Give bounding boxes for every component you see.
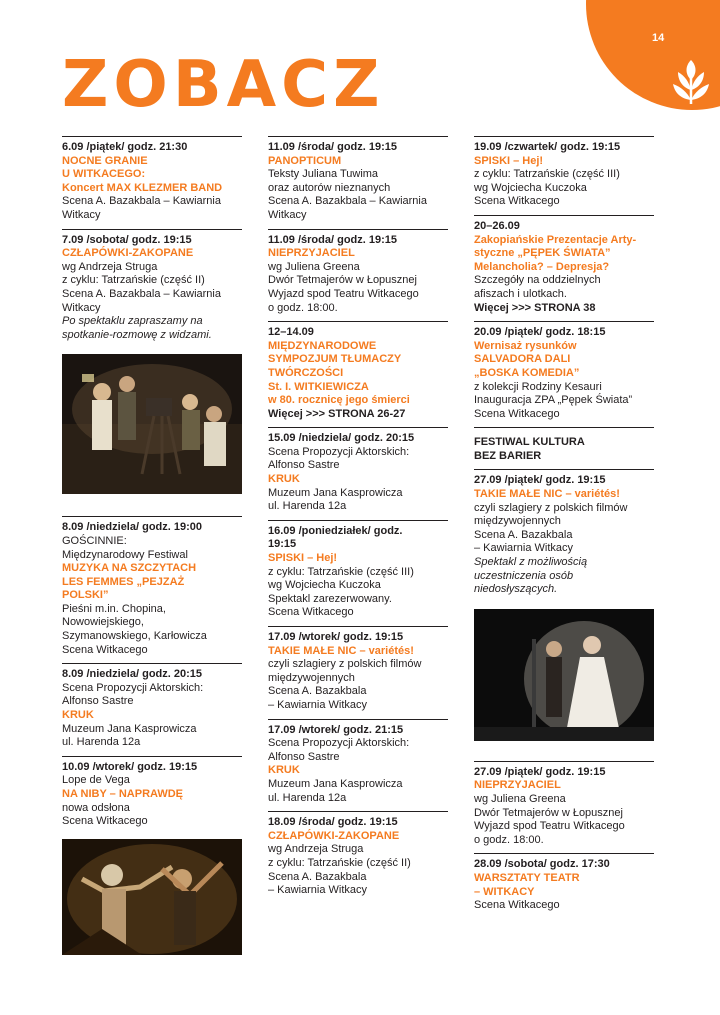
- event-detail: Alfonso Sastre: [268, 750, 340, 763]
- event-detail: Scena Witkacego: [474, 899, 560, 912]
- event-title: LES FEMMES „PEJZAŻ: [62, 575, 185, 588]
- event-detail: – Kawiarnia Witkacy: [268, 884, 368, 897]
- event-detail: Scena A. Bazakbala – Kawiarnia: [268, 195, 427, 208]
- event-title: NA NIBY – NAPRAWDĘ: [62, 788, 184, 800]
- event-date: 12–14.09: [268, 326, 314, 339]
- event-entry: [268, 427, 448, 520]
- event-note: Spektakl z możliwością: [474, 556, 588, 569]
- event-date-continued: 19:15: [268, 538, 297, 551]
- event-date: 18.09 /środa/ godz. 19:15: [268, 816, 398, 829]
- event-date: 8.09 /niedziela/ godz. 20:15: [62, 668, 202, 681]
- page-title: ZOBACZ: [62, 48, 385, 122]
- event-detail: Szczegóły na oddzielnych: [474, 274, 601, 287]
- event-detail: Scena Witkacego: [268, 606, 354, 619]
- event-title: CZŁAPÓWKI-ZAKOPANE: [62, 247, 194, 260]
- event-detail: z cyklu: Tatrzańskie (część II): [62, 274, 205, 287]
- event-title: WARSZTATY TEATR: [474, 871, 580, 884]
- event-date: 17.09 /wtorek/ godz. 21:15: [268, 723, 404, 736]
- event-title: TAKIE MAŁE NIC – variétés!: [268, 644, 414, 657]
- event-title: SALVADORA DALI: [474, 353, 571, 366]
- event-detail: wg Wojciecha Kuczoka: [474, 181, 587, 194]
- event-title: MIĘDZYNARODOWE: [268, 339, 377, 352]
- stage-photo-singers: [474, 609, 654, 741]
- event-detail: czyli szlagiery z polskich filmów: [474, 501, 628, 514]
- event-detail: Scena A. Bazakbala – Kawiarnia: [62, 195, 221, 208]
- event-title: CZŁAPÓWKI-ZAKOPANE: [268, 829, 400, 842]
- event-detail: Międzynarodowy Festiwal: [62, 548, 188, 561]
- event-title: TWÓRCZOŚCI: [268, 366, 344, 379]
- event-entry: [62, 229, 242, 349]
- event-detail: Scena Witkacego: [62, 643, 148, 656]
- event-detail: Muzeum Jana Kasprowicza: [268, 486, 403, 499]
- event-detail: z cyklu: Tatrzańskie (część III): [268, 565, 414, 578]
- event-detail: międzywojennych: [268, 671, 355, 684]
- event-detail: Scena A. Bazakbala: [268, 685, 367, 698]
- event-title: – WITKACY: [474, 885, 535, 898]
- event-entry: [268, 626, 448, 719]
- event-detail: o godz. 18:00.: [268, 301, 338, 314]
- stage-photo-dancers: [62, 839, 242, 955]
- event-detail: Szymanowskiego, Karłowicza: [62, 630, 207, 643]
- event-date: 19.09 /czwartek/ godz. 19:15: [474, 141, 621, 153]
- event-title: w 80. rocznicę jego śmierci: [268, 394, 410, 407]
- event-detail: Witkacy: [268, 208, 307, 221]
- event-entry: [62, 516, 242, 663]
- event-title: SYMPOZJUM TŁUMACZY: [268, 353, 402, 366]
- event-detail: międzywojennych: [474, 515, 561, 528]
- event-detail: czyli szlagiery z polskich filmów: [268, 658, 422, 671]
- event-title: TAKIE MAŁE NIC – variétés!: [474, 488, 620, 501]
- event-detail: ul. Harenda 12a: [268, 791, 347, 804]
- event-title: styczne „PĘPEK ŚWIATA”: [474, 247, 611, 260]
- event-entry: [62, 663, 242, 756]
- event-detail: Scena Propozycji Aktorskich:: [62, 681, 204, 694]
- event-date: 20.09 /piątek/ godz. 18:15: [474, 326, 606, 339]
- event-detail: ul. Harenda 12a: [268, 500, 347, 513]
- event-title: U WITKACEGO:: [62, 168, 146, 181]
- more-link[interactable]: Więcej >>> STRONA 38: [474, 301, 596, 314]
- event-detail: z cyklu: Tatrzańskie (część III): [474, 168, 620, 181]
- event-detail: z cyklu: Tatrzańskie (część II): [268, 856, 411, 869]
- event-detail: Scena Witkacego: [474, 195, 560, 208]
- event-detail: nowa odsłona: [62, 801, 130, 814]
- event-entry: [474, 761, 654, 854]
- event-detail: Dwór Tetmajerów w Łopusznej: [268, 274, 417, 287]
- event-title: NOCNE GRANIE: [62, 154, 148, 167]
- event-detail: Scena Propozycji Aktorskich:: [268, 737, 410, 750]
- event-entry: [268, 719, 448, 812]
- event-detail: Scena A. Bazakbala: [268, 870, 367, 883]
- event-detail: GOŚCINNIE:: [62, 534, 127, 547]
- festival-heading-line: FESTIWAL KULTURA: [474, 436, 585, 449]
- event-note: Po spektaklu zapraszamy na: [62, 315, 203, 328]
- event-title: SPISKI – Hej!: [268, 552, 338, 565]
- event-detail: ul. Harenda 12a: [62, 736, 141, 749]
- event-entry: [474, 321, 654, 427]
- event-detail: wg Juliena Greena: [268, 260, 360, 273]
- event-entry: [474, 469, 654, 602]
- event-date: 8.09 /niedziela/ godz. 19:00: [62, 521, 202, 534]
- event-detail: afiszach i ulotkach.: [474, 287, 567, 300]
- event-date: 11.09 /środa/ godz. 19:15: [268, 141, 398, 153]
- event-entry: [474, 853, 654, 918]
- event-entry: [62, 756, 242, 835]
- event-date: 28.09 /sobota/ godz. 17:30: [474, 858, 610, 871]
- event-detail: wg Wojciecha Kuczoka: [268, 579, 381, 592]
- event-date: 7.09 /sobota/ godz. 19:15: [62, 233, 192, 246]
- event-detail: Scena Witkacego: [62, 815, 148, 828]
- event-detail: Spektakl zarezerwowany.: [268, 592, 392, 605]
- event-date: 27.09 /piątek/ godz. 19:15: [474, 765, 606, 778]
- event-title: KRUK: [62, 709, 94, 722]
- event-detail: Pieśni m.in. Chopina,: [62, 602, 166, 615]
- event-entry: [474, 215, 654, 321]
- event-title: POLSKI”: [62, 589, 109, 602]
- event-title: MUZYKA NA SZCZYTACH: [62, 562, 197, 575]
- event-detail: z kolekcji Rodziny Kesauri: [474, 380, 602, 393]
- event-date: 16.09 /poniedziałek/ godz.: [268, 524, 403, 537]
- events-column-2: [268, 136, 448, 904]
- event-detail: Alfonso Sastre: [268, 459, 340, 472]
- event-detail: Lope de Vega: [62, 774, 130, 787]
- event-detail: Teksty Juliana Tuwima: [268, 168, 379, 181]
- event-title: Melancholia? – Depresja?: [474, 260, 610, 273]
- event-title: KRUK: [268, 473, 300, 486]
- event-detail: wg Andrzeja Struga: [62, 260, 158, 273]
- event-date: 6.09 /piątek/ godz. 21:30: [62, 141, 188, 153]
- event-title: SPISKI – Hej!: [474, 154, 544, 167]
- event-detail: Muzeum Jana Kasprowicza: [268, 777, 403, 790]
- wheat-logo-icon: [670, 50, 712, 106]
- events-column-3: [474, 136, 654, 919]
- event-entry: [268, 229, 448, 322]
- event-detail: Scena A. Bazakbala: [474, 528, 573, 541]
- event-date: 20–26.09: [474, 219, 520, 232]
- event-title: NIEPRZYJACIEL: [268, 247, 355, 260]
- events-column-1: [62, 136, 242, 977]
- event-detail: Nowowiejskiego,: [62, 616, 144, 629]
- event-detail: – Kawiarnia Witkacy: [268, 698, 368, 711]
- event-title: Koncert MAX KLEZMER BAND: [62, 181, 223, 194]
- event-date: 17.09 /wtorek/ godz. 19:15: [268, 631, 404, 643]
- event-detail: Witkacy: [62, 208, 101, 221]
- event-title: PANOPTICUM: [268, 154, 342, 167]
- more-link[interactable]: Więcej >>> STRONA 26-27: [268, 407, 406, 420]
- event-title: St. I. WITKIEWICZA: [268, 380, 369, 393]
- event-detail: oraz autorów nieznanych: [268, 181, 391, 194]
- event-detail: Muzeum Jana Kasprowicza: [62, 722, 197, 735]
- event-detail: wg Andrzeja Struga: [268, 843, 364, 856]
- event-detail: Dwór Tetmajerów w Łopusznej: [474, 806, 623, 819]
- event-date: 15.09 /niedziela/ godz. 20:15: [268, 432, 415, 445]
- event-detail: Scena Propozycji Aktorskich:: [268, 445, 410, 458]
- event-title: NIEPRZYJACIEL: [474, 779, 561, 792]
- page-number: 14: [652, 32, 665, 44]
- event-detail: Inauguracja ZPA „Pępek Świata”: [474, 394, 633, 407]
- event-detail: – Kawiarnia Witkacy: [474, 542, 574, 555]
- event-detail: o godz. 18:00.: [474, 833, 544, 846]
- event-entry: [268, 321, 448, 427]
- festival-heading: [474, 427, 654, 469]
- event-detail: Alfonso Sastre: [62, 695, 134, 708]
- event-note: uczestniczenia osób: [474, 569, 574, 582]
- event-entry: [268, 136, 448, 229]
- event-title: Zakopiańskie Prezentacje Arty-: [474, 233, 637, 246]
- event-date: 11.09 /środa/ godz. 19:15: [268, 233, 398, 246]
- event-entry: [62, 136, 242, 229]
- event-entry: [268, 520, 448, 626]
- event-detail: Wyjazd spod Teatru Witkacego: [268, 287, 419, 300]
- event-detail: Scena A. Bazakbala – Kawiarnia: [62, 287, 221, 300]
- event-title: „BOSKA KOMEDIA”: [474, 366, 580, 379]
- festival-heading-line: BEZ BARIER: [474, 449, 542, 462]
- event-note: niedosłyszących.: [474, 583, 558, 596]
- event-detail: Witkacy: [62, 301, 101, 314]
- event-entry: [268, 811, 448, 904]
- event-title: Wernisaż rysunków: [474, 339, 577, 352]
- event-entry: [474, 136, 654, 215]
- event-date: 10.09 /wtorek/ godz. 19:15: [62, 760, 198, 773]
- event-detail: wg Juliena Greena: [474, 793, 566, 805]
- event-detail: Wyjazd spod Teatru Witkacego: [474, 820, 625, 833]
- event-date: 27.09 /piątek/ godz. 19:15: [474, 474, 606, 487]
- event-title: KRUK: [268, 764, 300, 777]
- event-detail: Scena Witkacego: [474, 407, 560, 420]
- stage-photo-film-camera: [62, 354, 242, 494]
- event-note: spotkanie-rozmowę z widzami.: [62, 328, 212, 341]
